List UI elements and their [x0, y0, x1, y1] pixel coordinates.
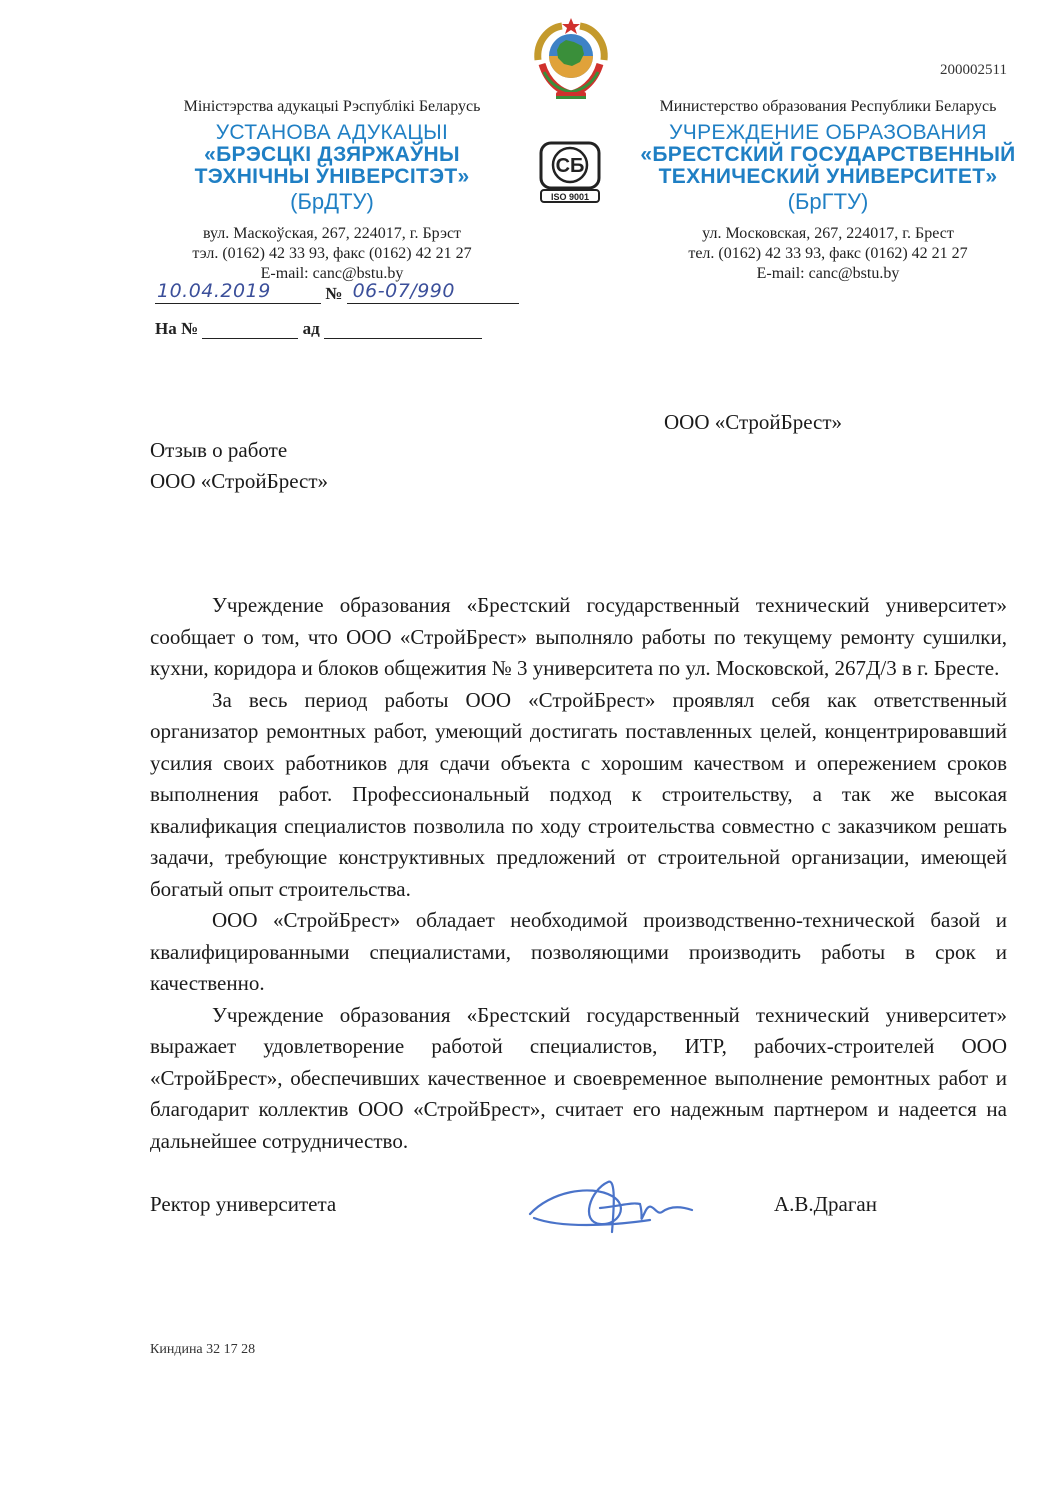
document-id: 200002511 [940, 62, 1007, 78]
subject-line1: Отзыв о работе [150, 438, 288, 462]
subject [150, 435, 328, 497]
reference-from-label: ад [302, 319, 320, 338]
recipient: ООО «СтройБрест» [664, 410, 843, 434]
org-abbr-ru: (БрГТУ) [787, 189, 869, 214]
header-belarusian [152, 98, 512, 284]
org-line2-be: «БРЭСЦКІ ДЗЯРЖАЎНЫ [204, 143, 460, 166]
header-russian [630, 98, 1026, 284]
paragraph-1: Учреждение образования «Брестский государственный технический университет» сообщает о том, что ООО «СтройБрест» выполняло работы по текущему ремонту сушилки, кухни, коридора и блоков общежития № 3 университета по ул. Московской, 267Д/3 в г. Бресте. [150, 593, 1007, 680]
reference-label: На № [155, 319, 199, 338]
org-line2-ru: «БРЕСТСКИЙ ГОСУДАРСТВЕННЫЙ [640, 143, 1016, 166]
signer-title: Ректор университета [150, 1192, 337, 1216]
state-emblem-icon [526, 14, 616, 102]
reference-number-blank [202, 318, 298, 339]
paragraph-2: За весь период работы ООО «СтройБрест» проявлял себя как ответственный организатор ремонтных работ, умеющий достигать поставленных целей, концентрировавший усилия своих работников для сдачи объекта с хорошим качеством и опережением сроков выполнения работ. Профессиональный подход к строительству, а так же высокая квалификация специалистов позволила по ходу строительства совместно с заказчиком решать задачи, требующие конструктивных предложений от строительной организации, имеющей богатый опыт строительства. [150, 687, 1007, 901]
date-blank [155, 280, 321, 304]
address-ru: ул. Московская, 267, 224017, г. Брест [702, 225, 954, 242]
phone-ru: тел. (0162) 42 33 93, факс (0162) 42 21 27 [688, 245, 968, 262]
subject-line2: ООО «СтройБрест» [150, 469, 329, 493]
paragraph-4: Учреждение образования «Брестский государственный технический университет» выражает удовлетворение работой специалистов, ИТР, рабочих-строителей ООО «СтройБрест», обеспечивших качественное и своевременное выполнение ремонтных работ и благодарит коллектив ООО «СтройБрест», считает его надежным партнером и надеется на дальнейшее сотрудничество. [150, 1002, 1007, 1153]
org-line3-ru: ТЕХНИЧЕСКИЙ УНИВЕРСИТЕТ» [658, 165, 998, 188]
ministry-name-ru: Министерство образования Республики Беларусь [659, 98, 997, 115]
number-blank [347, 280, 519, 304]
org-line3-be: ТЭХНІЧНЫ ЎНІВЕРСІТЭТ» [194, 165, 470, 188]
signer-name: А.В.Драган [774, 1192, 877, 1216]
phone-be: тэл. (0162) 42 33 93, факс (0162) 42 21 27 [192, 245, 472, 262]
org-line1-be: УСТАНОВА АДУКАЦЫІ [215, 121, 449, 144]
org-abbr-be: (БрДТУ) [290, 189, 374, 214]
executor-note: Киндина 32 17 28 [150, 1342, 256, 1357]
svg-text:СБ: СБ [555, 155, 585, 177]
org-line1-ru: УЧРЕЖДЕНИЕ ОБРАЗОВАНИЯ [669, 121, 987, 144]
number-label: № [325, 284, 343, 303]
handwritten-number: 06-07/990 [352, 280, 455, 302]
iso-certification-icon [538, 140, 602, 204]
registration-date-number [155, 280, 519, 304]
iso-label: ISO 9001 [550, 192, 590, 202]
email-ru: E-mail: canc@bstu.by [756, 265, 900, 282]
registration-reference [155, 318, 482, 339]
handwritten-signature-icon [520, 1162, 710, 1252]
reference-date-blank [324, 318, 482, 339]
address-be: вул. Маскоўская, 267, 224017, г. Брэст [202, 225, 462, 242]
paragraph-3: ООО «СтройБрест» обладает необходимой производственно-технической базой и квалифицированными специалистами, позволяющими производить работы в срок и качественно. [150, 908, 1007, 995]
letter-body [150, 590, 1007, 1157]
email-be: E-mail: canc@bstu.by [260, 265, 404, 282]
ministry-name-be: Міністэрства адукацыі Рэспублікі Беларусь [183, 98, 481, 115]
handwritten-date: 10.04.2019 [157, 280, 271, 302]
